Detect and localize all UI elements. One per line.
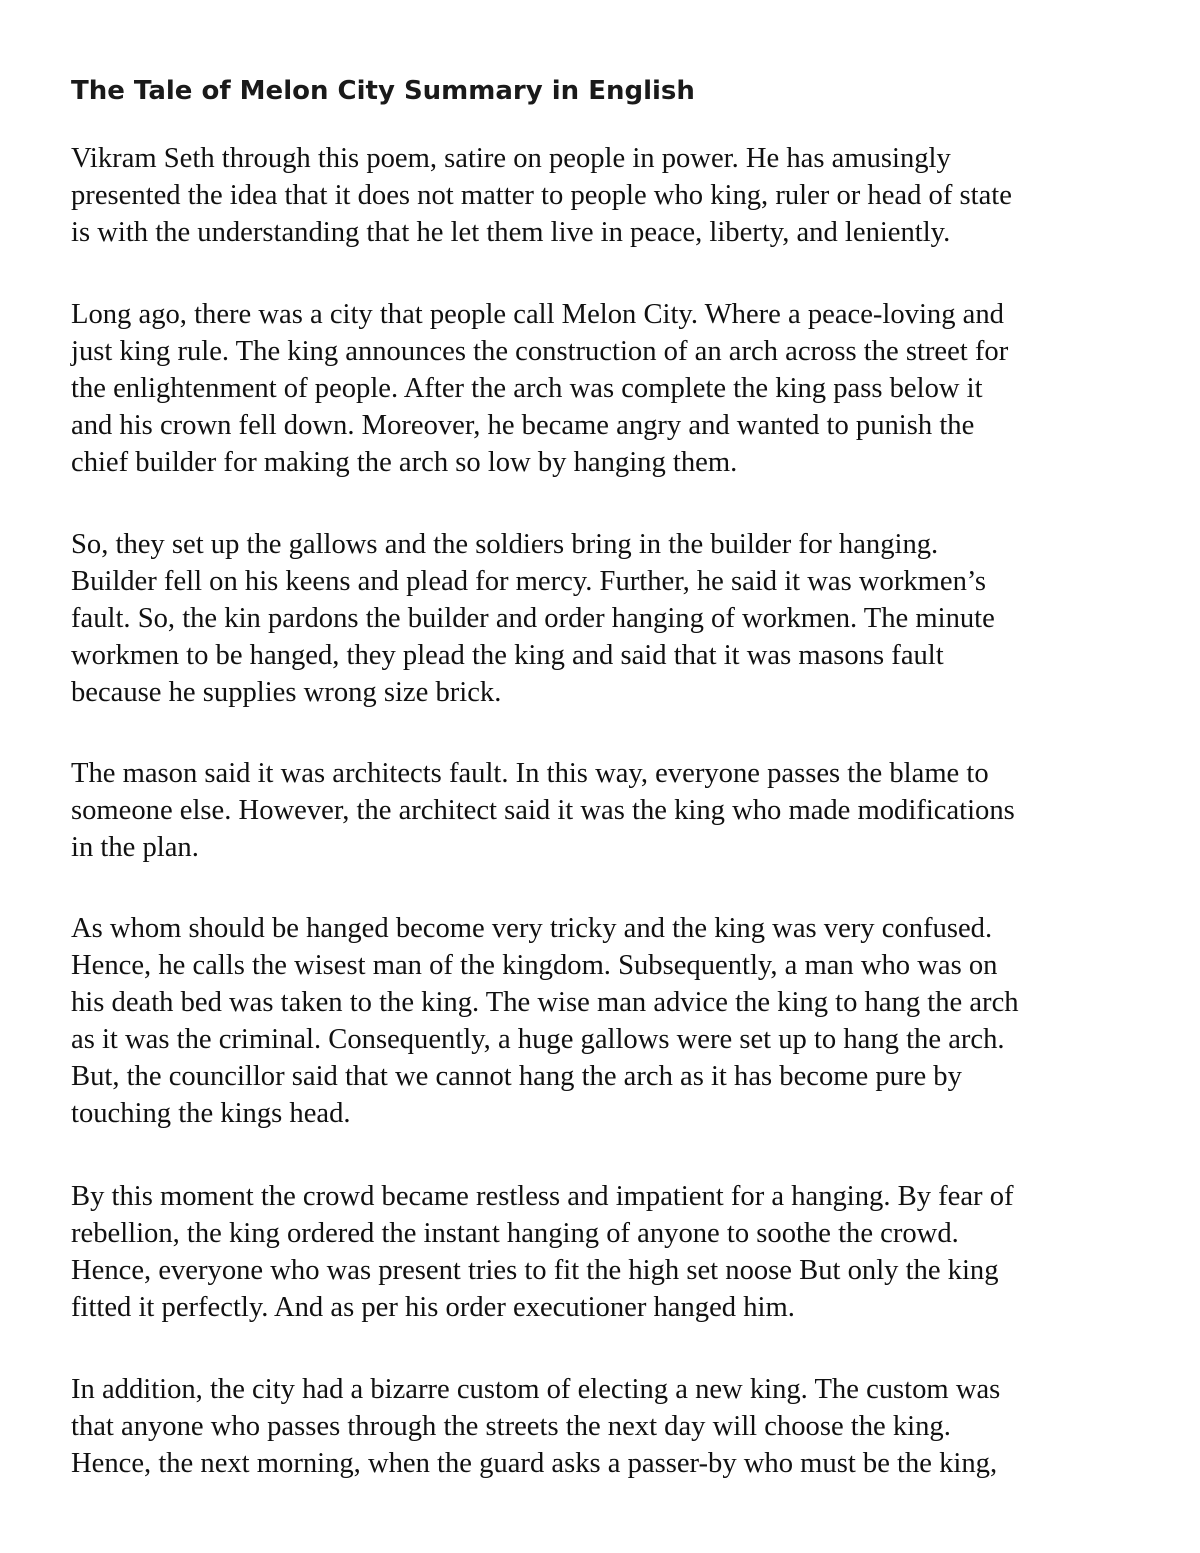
paragraph-line: rebellion, the king ordered the instant hanging of anyone to soothe the crowd. [71,1218,959,1249]
paragraph-line: Hence, he calls the wisest man of the kingdom. Subsequently, a man who was on [71,950,998,981]
paragraph-line: that anyone who passes through the streets the next day will choose the king. [71,1411,951,1442]
paragraph-line: workmen to be hanged, they plead the king and said that it was masons fault [71,640,944,671]
paragraph-line: Hence, the next morning, when the guard asks a passer-by who must be the king, [71,1448,998,1479]
paragraph-line: Long ago, there was a city that people call Melon City. Where a peace-loving and [71,299,1004,330]
paragraph-line: By this moment the crowd became restless and impatient for a hanging. By fear of [71,1181,1014,1212]
paragraph-line: his death bed was taken to the king. The wise man advice the king to hang the arch [71,987,1019,1018]
paragraph-crowd [71,1178,1014,1326]
paragraph-line: touching the kings head. [71,1098,351,1129]
paragraph-line: is with the understanding that he let them live in peace, liberty, and leniently. [71,217,951,248]
paragraph-line: But, the councillor said that we cannot hang the arch as it has become pure by [71,1061,962,1092]
paragraph-arch-construction [71,296,1008,481]
paragraph-gallows [71,526,995,711]
paragraph-wise-man [71,910,1019,1132]
paragraph-line: because he supplies wrong size brick. [71,677,502,708]
paragraph-line: fitted it perfectly. And as per his order executioner hanged him. [71,1292,795,1323]
paragraph-line: just king rule. The king announces the construction of an arch across the street for [71,336,1009,367]
paragraph-intro [71,140,1012,251]
paragraph-blame [71,755,1015,866]
paragraph-line: in the plan. [71,832,199,863]
paragraph-line: as it was the criminal. Consequently, a huge gallows were set up to hang the arch. [71,1024,1005,1055]
paragraph-line: chief builder for making the arch so low by hanging them. [71,447,738,478]
paragraph-line: Vikram Seth through this poem, satire on people in power. He has amusingly [71,143,951,174]
paragraph-custom [71,1371,1000,1482]
paragraph-line: the enlightenment of people. After the arch was complete the king pass below it [71,373,983,404]
paragraph-line: The mason said it was architects fault. In this way, everyone passes the blame to [71,758,989,789]
paragraph-line: someone else. However, the architect said it was the king who made modifications [71,795,1015,826]
paragraph-line: and his crown fell down. Moreover, he became angry and wanted to punish the [71,410,975,441]
paragraph-line: So, they set up the gallows and the soldiers bring in the builder for hanging. [71,529,939,560]
paragraph-line: Builder fell on his keens and plead for mercy. Further, he said it was workmen’s [71,566,986,597]
page-title: The Tale of Melon City Summary in English [71,76,695,106]
paragraph-line: In addition, the city had a bizarre custom of electing a new king. The custom was [71,1374,1001,1405]
paragraph-line: presented the idea that it does not matter to people who king, ruler or head of state [71,180,1012,211]
paragraph-line: As whom should be hanged become very tricky and the king was very confused. [71,913,993,944]
paragraph-line: fault. So, the kin pardons the builder and order hanging of workmen. The minute [71,603,995,634]
paragraph-line: Hence, everyone who was present tries to fit the high set noose But only the king [71,1255,999,1286]
